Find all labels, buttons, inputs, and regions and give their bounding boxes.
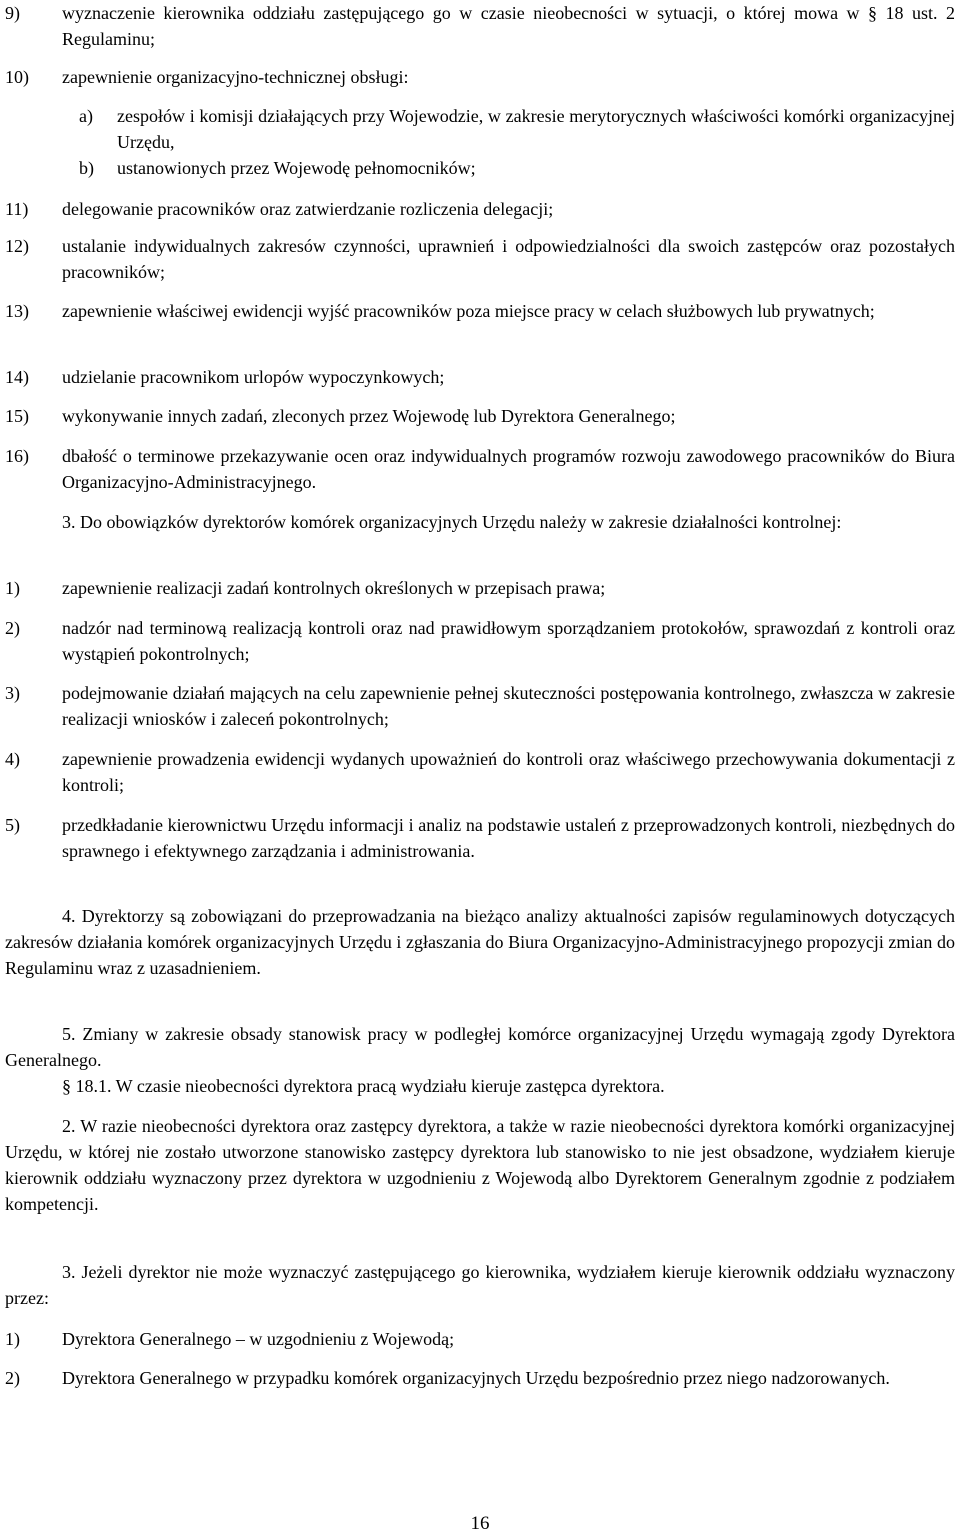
item-text: wykonywanie innych zadań, zleconych przez Wojewodę lub Dyrektora Generalnego; (62, 406, 676, 426)
item-text: Dyrektora Generalnego w przypadku komórek organizacyjnych Urzędu bezpośrednio przez niego nadzorowanych. (62, 1368, 890, 1388)
item-text: wyznaczenie kierownika oddziału zastępującego go w czasie nieobecności w sytuacji, o której mowa w § 18 ust. 2 Regulaminu; (62, 3, 955, 49)
list-item (5, 615, 955, 667)
sub-item-text: ustanowionych przez Wojewodę pełnomocników; (117, 158, 476, 178)
section-18-3: 3. Jeżeli dyrektor nie może wyznaczyć zastępującego go kierownika, wydziałem kieruje kierownik oddziału wyznaczony przez: (5, 1262, 955, 1308)
sub-item-text: zespołów i komisji działających przy Wojewodzie, w zakresie merytorycznych właściwości komórki organizacyjnej Urzędu, (117, 106, 955, 152)
page-number: 16 (470, 1513, 490, 1534)
item-number: 9) (5, 3, 20, 23)
list-item (5, 812, 955, 864)
item-text: delegowanie pracowników oraz zatwierdzanie rozliczenia delegacji; (62, 199, 554, 219)
item-text: przedkładanie kierownictwu Urzędu informacji i analiz na podstawie ustaleń z przeprowadzonych kontroli, niezbędnych do sprawnego i efektywnego zarządzania i administrowania. (62, 815, 955, 861)
list-item (5, 364, 955, 390)
item-number: 4) (5, 749, 20, 769)
item-text: zapewnienie prowadzenia ewidencji wydanych upoważnień do kontroli oraz właściwego przechowywania dokumentacji z kontroli; (62, 749, 955, 795)
item-number: 16) (5, 446, 29, 466)
item-text: udzielanie pracownikom urlopów wypoczynkowych; (62, 367, 445, 387)
item-number: 3) (5, 683, 20, 703)
item-number: 2) (5, 1368, 20, 1388)
list-item (5, 196, 955, 222)
item-text: zapewnienie realizacji zadań kontrolnych określonych w przepisach prawa; (62, 578, 606, 598)
item-number: 5) (5, 815, 20, 835)
item-number: 14) (5, 367, 29, 387)
item-number: 15) (5, 406, 29, 426)
section-18-1: § 18.1. W czasie nieobecności dyrektora pracą wydziału kieruje zastępca dyrektora. (62, 1076, 665, 1096)
list-item (5, 680, 955, 732)
list-item (5, 443, 955, 495)
item-text: ustalanie indywidualnych zakresów czynności, uprawnień i odpowiedzialności dla swoich zastępców oraz pozostałych pracowników; (62, 236, 955, 282)
sub-item-letter: a) (79, 106, 93, 126)
item-number: 2) (5, 618, 20, 638)
item-text: podejmowanie działań mających na celu zapewnienie pełnej skuteczności postępowania kontrolnego, zwłaszcza w zakresie realizacji wniosków i zaleceń pokontrolnych; (62, 683, 955, 729)
paragraph-5: 5. Zmiany w zakresie obsady stanowisk pracy w podległej komórce organizacyjnej Urzędu wymagają zgody Dyrektora Generalnego. (5, 1024, 955, 1070)
section-18-2: 2. W razie nieobecności dyrektora oraz zastępcy dyrektora, a także w razie nieobecności dyrektora komórki organizacyjnej Urzędu, w której nie zostało utworzone stanowisko zastępcy dyrektora lub stanowisko to nie jest obsadzone, wydziałem kieruje kierownik oddziału wyznaczony przez dyrektora w uzgodnieniu z Wojewodą albo Dyrektorem Generalnym zgodnie z podziałem kompetencji. (5, 1116, 955, 1214)
paragraph-3: 3. Do obowiązków dyrektorów komórek organizacyjnych Urzędu należy w zakresie działalności kontrolnej: (62, 512, 842, 532)
list-item (5, 403, 955, 429)
item-number: 10) (5, 67, 29, 87)
sub-list-item (79, 103, 955, 155)
item-text: zapewnienie właściwej ewidencji wyjść pracowników poza miejsce pracy w celach służbowych lub prywatnych; (62, 301, 875, 321)
item-text: nadzór nad terminową realizacją kontroli oraz nad prawidłowym sporządzaniem protokołów, sprawozdań z kontroli oraz wystąpień pokontrolnych; (62, 618, 955, 664)
item-text: zapewnienie organizacyjno-technicznej obsługi: (62, 67, 409, 87)
item-number: 12) (5, 236, 29, 256)
list-item (5, 746, 955, 798)
item-text: Dyrektora Generalnego – w uzgodnieniu z Wojewodą; (62, 1329, 455, 1349)
sub-list-item (79, 155, 955, 181)
item-number: 1) (5, 1329, 20, 1349)
item-number: 11) (5, 199, 29, 219)
item-number: 1) (5, 578, 20, 598)
list-item (5, 1365, 955, 1391)
sub-item-letter: b) (79, 158, 94, 178)
item-text: dbałość o terminowe przekazywanie ocen oraz indywidualnych programów rozwoju zawodowego pracowników do Biura Organizacyjno-Administracyjnego. (62, 446, 955, 492)
list-item (5, 0, 955, 52)
list-item (5, 233, 955, 285)
paragraph-4: 4. Dyrektorzy są zobowiązani do przeprowadzania na bieżąco analizy aktualności zapisów regulaminowych dotyczących zakresów działania komórek organizacyjnych Urzędu i zgłaszania do Biura Organizacyjno-Administracyjnego propozycji zmian do Regulaminu wraz z uzasadnieniem. (5, 906, 955, 978)
list-item (5, 64, 955, 90)
item-number: 13) (5, 301, 29, 321)
list-item (5, 1326, 955, 1352)
list-item (5, 575, 955, 601)
list-item (5, 298, 955, 324)
